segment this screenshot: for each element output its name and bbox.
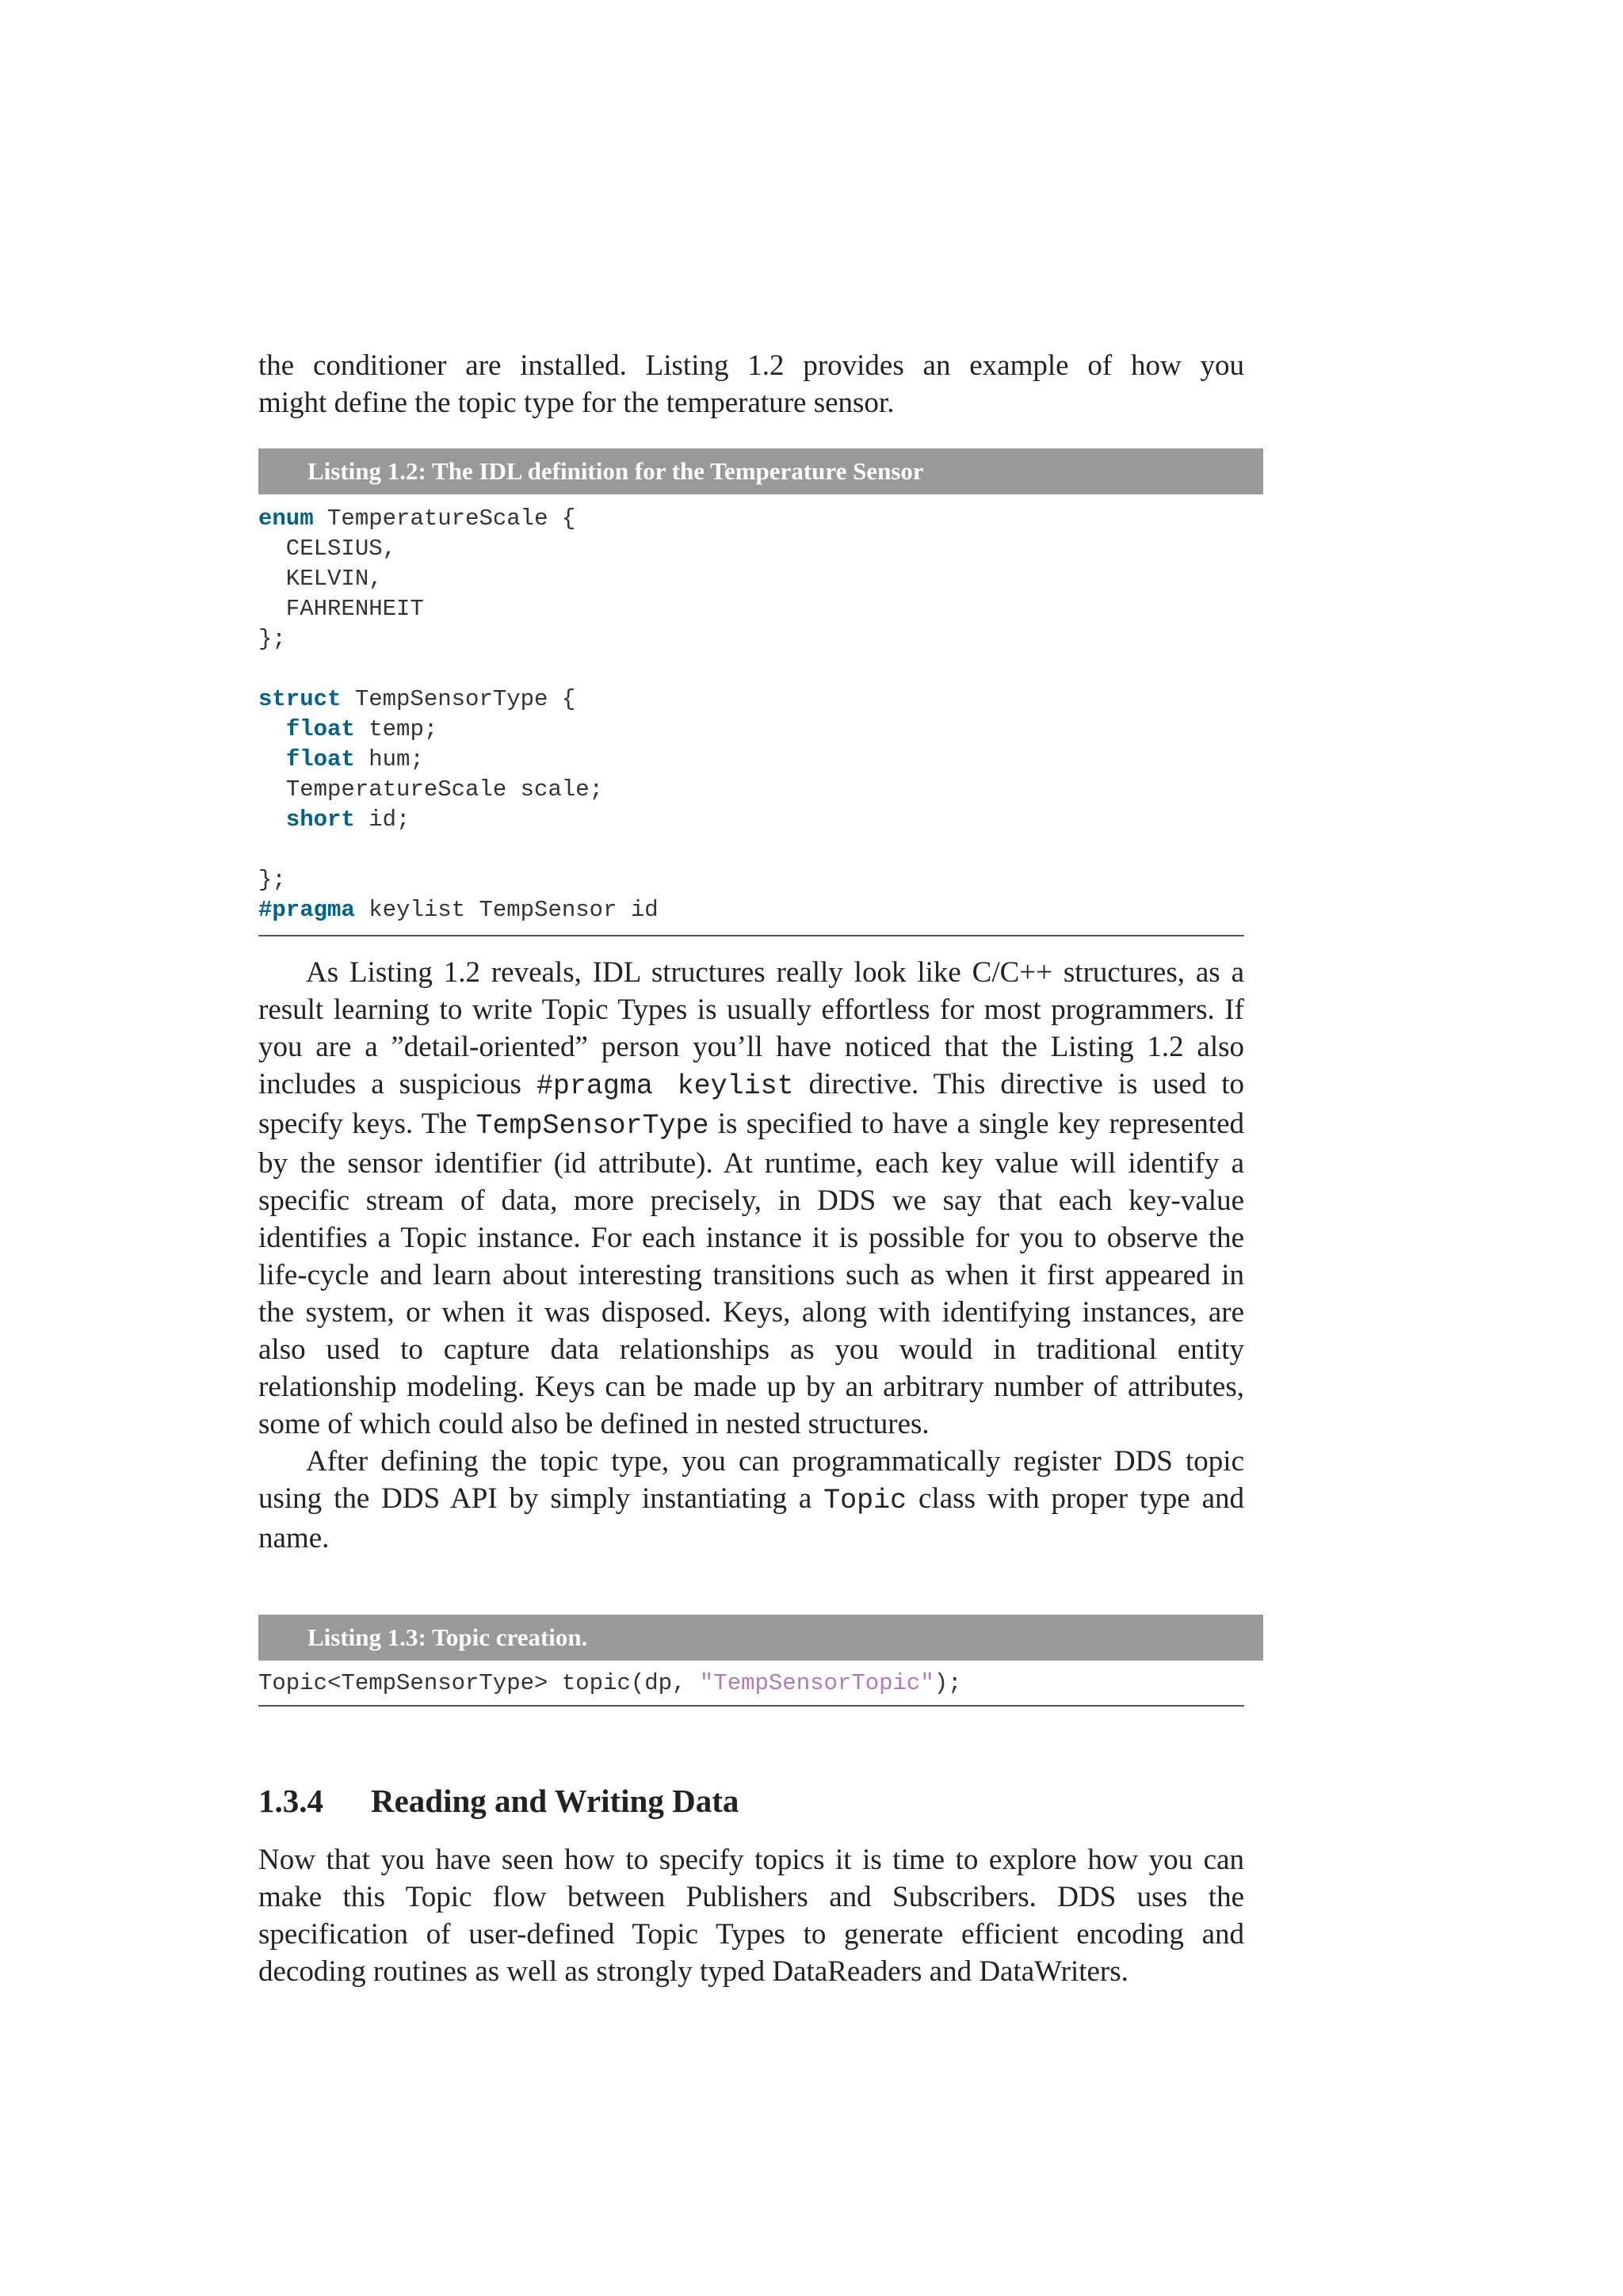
listing-1-3-caption: Listing 1.3: Topic creation. — [258, 1615, 1263, 1661]
code-text: TemperatureScale { — [313, 505, 576, 532]
listing-1-3-bottom-rule — [258, 1705, 1244, 1707]
inline-code: TempSensorType — [475, 1110, 709, 1142]
listing-1-3-code — [258, 1669, 1244, 1699]
document-page — [258, 0, 1263, 2296]
code-text: temp; — [354, 716, 438, 742]
listing-1-2-caption: Listing 1.2: The IDL definition for the Temperature Sensor — [258, 448, 1263, 494]
code-text: CELSIUS, — [258, 536, 397, 562]
intro-line-2: might define the topic type for the temperature sensor. — [258, 387, 895, 419]
section-heading — [258, 1781, 1244, 1821]
paragraph-text: class with proper type and name. — [258, 1482, 1244, 1554]
code-keyword: float — [285, 716, 355, 742]
code-text: }; — [258, 626, 286, 652]
section-title: Reading and Writing Data — [371, 1783, 739, 1819]
code-text: KELVIN, — [258, 566, 383, 592]
paragraph-reading-writing: Now that you have seen how to specify topics it is time to explore how you can make this Topic flow between Publishers and Subscribers. DDS uses the specification of user-defined Topic Types to generate efficient encoding and decoding routines as well as strongly typed DataReaders and DataWriters. — [258, 1844, 1244, 1988]
code-keyword: struct — [258, 686, 342, 712]
code-text: FAHRENHEIT — [258, 596, 424, 622]
paragraph-text: is specified to have a single key represented by the sensor identifier (id attribute). At runtime, each key value will identify a specific stream of data, more precisely, in DDS we say that each key-value identifies a Topic instance. For each instance it is possible for you to observe the life-cycle and learn about interesting transitions such as when it first appeared in the system, or when it was disposed. Keys, along with identifying instances, are also used to capture data relationships as you would in traditional entity relationship modeling. Keys can be made up by an arbitrary number of attributes, some of which could also be defined in nested structures. — [258, 1108, 1244, 1440]
section-body — [258, 1841, 1244, 1990]
code-text: }; — [258, 867, 286, 893]
body-paragraphs — [258, 954, 1244, 1557]
intro-line-1: the conditioner are installed. Listing 1.2 provides an example of how you — [258, 349, 1244, 382]
intro-paragraph — [258, 347, 1244, 421]
paragraph-topic-registration — [258, 1443, 1244, 1557]
code-string: "TempSensorTopic" — [699, 1670, 934, 1696]
listing-1-2-bottom-rule — [258, 935, 1244, 936]
code-text: TempSensorType { — [341, 686, 576, 712]
code-keyword: float — [285, 746, 355, 772]
paragraph-text: After defining the topic type, you can programmatically register DDS topic using the DDS API by simply instantiating a — [258, 1445, 1244, 1515]
code-keyword: #pragma — [258, 897, 355, 923]
code-text: hum; — [354, 746, 424, 772]
inline-code: Topic — [823, 1485, 907, 1516]
code-text: keylist TempSensor id — [354, 897, 659, 923]
section-number: 1.3.4 — [258, 1783, 323, 1819]
code-keyword: enum — [258, 505, 314, 532]
code-keyword: short — [285, 807, 355, 833]
paragraph-text: As Listing 1.2 reveals, IDL structures really look like C/C++ structures, as a result learning to write Topic Types is usually effortless for most programmers. If you are a ”detail-oriented” person you’ll have noticed that the Listing 1.2 also includes a suspicious — [258, 956, 1244, 1100]
paragraph-keys — [258, 954, 1244, 1443]
code-text: id; — [354, 807, 411, 833]
code-text: Topic<TempSensorType> topic(dp, — [258, 1670, 700, 1696]
inline-code: #pragma keylist — [536, 1070, 794, 1102]
listing-1-2-code — [258, 504, 1244, 925]
paragraph-text: directive. This directive is used to specify keys. The — [258, 1068, 1244, 1140]
code-text: TemperatureScale scale; — [258, 776, 604, 803]
code-text: ); — [934, 1670, 962, 1696]
